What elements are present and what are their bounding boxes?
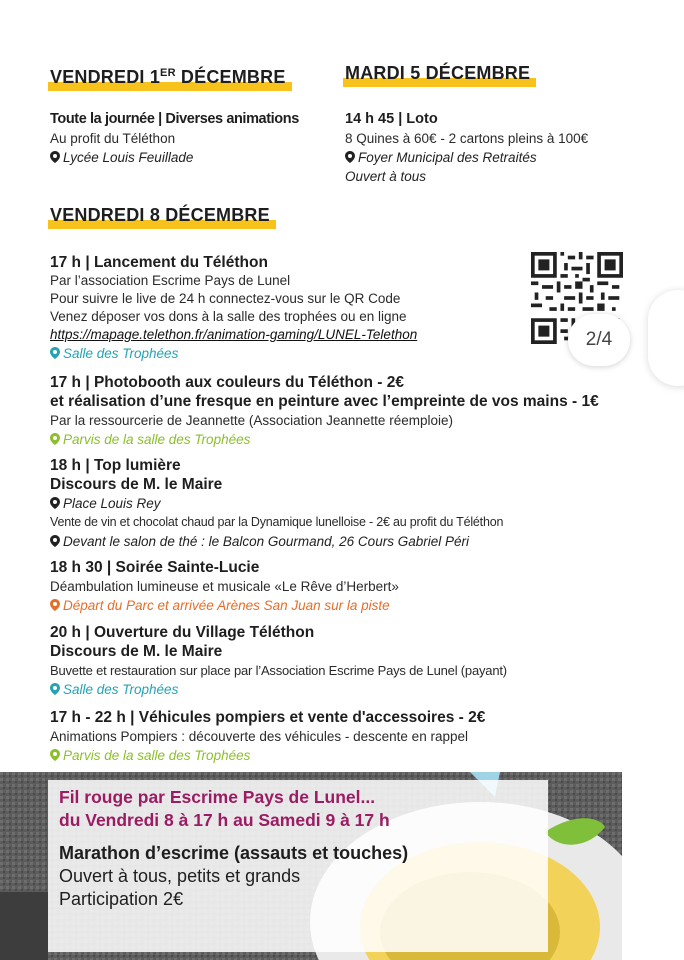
page-indicator[interactable]: 2/4 xyxy=(568,314,630,366)
event-desc: Buvette et restauration sur place par l’Association Escrime Pays de Lunel (payant) xyxy=(50,663,507,678)
map-pin-icon xyxy=(50,683,60,695)
map-pin-icon xyxy=(50,151,60,163)
banner-line-2: du Vendredi 8 à 17 h au Samedi 9 à 17 h xyxy=(59,810,390,830)
event-note: Ouvert à tous xyxy=(345,169,427,184)
event-title-1: 17 h | Photobooth aux couleurs du Téléthon - 2€ xyxy=(50,374,404,391)
heading-vendredi-8: VENDREDI 8 DÉCEMBRE xyxy=(50,204,270,226)
banner-line-3: Ouvert à tous, petits et grands xyxy=(59,866,301,886)
banner-marathon xyxy=(59,842,408,911)
event-title-2: Discours de M. le Maire xyxy=(50,476,223,493)
event-location-2: Devant le salon de thé : le Balcon Gourmand, 26 Cours Gabriel Péri xyxy=(50,532,650,551)
banner-fil-rouge xyxy=(59,786,390,832)
event-location: Lycée Louis Feuillade xyxy=(50,148,340,167)
event-photobooth xyxy=(50,373,640,449)
event-title-1: 18 h | Top lumière xyxy=(50,457,181,474)
heading-vendredi-1: VENDREDI 1ER DÉCEMBRE xyxy=(50,62,286,88)
map-pin-icon xyxy=(50,497,60,509)
event-desc: Déambulation lumineuse et musicale «Le Rêve d’Herbert» xyxy=(50,579,399,594)
event-title: 17 h | Lancement du Téléthon xyxy=(50,254,268,271)
event-location: Parvis de la salle des Trophées xyxy=(50,746,650,765)
event-title: Toute la journée | Diverses animations xyxy=(50,111,299,127)
event-location: Salle des Trophées xyxy=(50,680,650,699)
telethon-link[interactable]: https://mapage.telethon.fr/animation-gaming/LUNEL-Telethon xyxy=(50,327,418,342)
event-title: 14 h 45 | Loto xyxy=(345,111,438,127)
event-lancement xyxy=(50,253,530,364)
event-title: 18 h 30 | Soirée Sainte-Lucie xyxy=(50,559,260,576)
event-location: Foyer Municipal des Retraités xyxy=(345,148,635,167)
event-title: 17 h - 22 h | Véhicules pompiers et vente d'accessoires - 2€ xyxy=(50,709,486,726)
event-desc-3: Venez déposer vos dons à la salle des trophées ou en ligne xyxy=(50,309,407,324)
map-pin-icon xyxy=(50,749,60,761)
event-location: Départ du Parc et arrivée Arènes San Juan sur la piste xyxy=(50,596,640,615)
event-location: Salle des Trophées xyxy=(50,344,530,364)
event-pompiers xyxy=(50,708,650,765)
banner-title: Marathon d’escrime (assauts et touches) xyxy=(59,843,409,863)
fil-rouge-banner xyxy=(0,772,622,960)
map-pin-icon xyxy=(50,599,60,611)
map-pin-icon xyxy=(50,535,60,547)
heading-mardi-5: MARDI 5 DÉCEMBRE xyxy=(345,62,530,84)
event-top-lumiere xyxy=(50,456,650,551)
event-desc: Vente de vin et chocolat chaud par la Dynamique lunelloise - 2€ au profit du Téléthon xyxy=(50,515,504,529)
map-pin-icon xyxy=(50,433,60,445)
event-desc: Animations Pompiers : découverte des véhicules - descente en rappel xyxy=(50,729,468,744)
event-desc: 8 Quines à 60€ - 2 cartons pleins à 100€ xyxy=(345,131,589,146)
event-desc-2: Pour suivre le live de 24 h connectez-vous sur le QR Code xyxy=(50,291,401,306)
event-location: Parvis de la salle des Trophées xyxy=(50,430,640,449)
event-desc: Au profit du Téléthon xyxy=(50,131,176,146)
event-title-2: Discours de M. le Maire xyxy=(50,643,223,660)
event-location-1: Place Louis Rey xyxy=(50,494,650,513)
banner-line-4: Participation 2€ xyxy=(59,889,184,909)
event-mardi-5 xyxy=(345,110,635,186)
banner-line-1: Fil rouge par Escrime Pays de Lunel... xyxy=(59,787,376,807)
event-vendredi-1 xyxy=(50,110,340,167)
side-navigation-tab[interactable] xyxy=(648,290,684,386)
event-village-telethon xyxy=(50,623,650,699)
event-desc-1: Par l’association Escrime Pays de Lunel xyxy=(50,273,291,288)
event-desc: Par la ressourcerie de Jeannette (Association Jeannette réemploie) xyxy=(50,413,453,428)
event-title-2: et réalisation d’une fresque en peinture avec l’empreinte de vos mains - 1€ xyxy=(50,393,599,410)
map-pin-icon xyxy=(345,151,355,163)
event-title-1: 20 h | Ouverture du Village Téléthon xyxy=(50,624,315,641)
map-pin-icon xyxy=(50,347,60,359)
event-sainte-lucie xyxy=(50,558,640,615)
